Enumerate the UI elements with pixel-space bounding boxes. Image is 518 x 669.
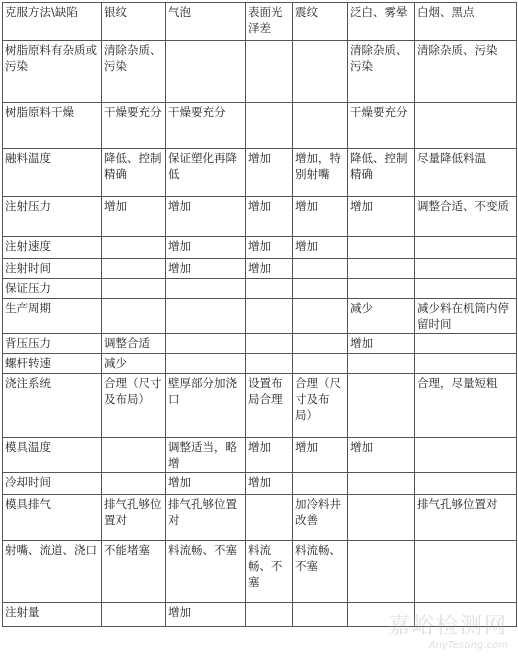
table-cell [293,41,348,103]
table-cell: 干燥要充分 [102,103,166,149]
table-cell: 螺杆转速 [3,354,102,374]
table-row [3,149,517,197]
table-cell [166,354,246,374]
table-cell: 降低、控制精确 [102,149,166,197]
table-cell: 增加 [166,197,246,237]
table-row [3,541,517,603]
table-cell: 清除杂质、污染 [102,41,166,103]
table-cell: 浇注系统 [3,374,102,438]
table-cell [246,299,293,334]
table-cell [348,259,415,279]
table-cell [293,103,348,149]
table-cell [102,438,166,473]
table-cell [102,299,166,334]
table-cell: 增加 [246,197,293,237]
table-row [3,299,517,334]
table-cell: 壁厚部分加浇口 [166,374,246,438]
table-row [3,438,517,473]
table-cell: 增加 [246,149,293,197]
table-cell: 降低、控制精确 [348,149,415,197]
table-cell [102,279,166,299]
watermark-cn: 嘉峪检测网 [387,614,508,639]
table-row [3,197,517,237]
table-cell: 尽量降低料温 [415,149,517,197]
table-cell [166,299,246,334]
table-cell [293,603,348,627]
watermark-en: AnyTesting.com [428,640,508,651]
table-cell: 调整适当，略增 [166,438,246,473]
table-cell: 合理，尽量短粗 [415,374,517,438]
table-cell [102,473,166,495]
table-cell [348,473,415,495]
table-cell [415,237,517,259]
table-cell [293,354,348,374]
table-cell [415,259,517,279]
table-cell: 干燥要充分 [166,103,246,149]
table-cell: 干燥要充分 [348,103,415,149]
watermark [388,609,508,651]
table-cell: 树脂原料有杂质或污染 [3,41,102,103]
table-row [3,473,517,495]
table-cell: 增加 [166,603,246,627]
table-cell [293,473,348,495]
table-cell: 增加 [293,197,348,237]
table-cell [415,438,517,473]
header-cell: 白烟、黑点 [415,3,517,41]
table-cell [246,354,293,374]
table-cell [415,473,517,495]
table-row [3,374,517,438]
table-cell: 保证塑化再降低 [166,149,246,197]
table-cell [293,299,348,334]
table-cell: 树脂原料干燥 [3,103,102,149]
table-row [3,237,517,259]
table-cell: 增加 [246,438,293,473]
table-cell [415,354,517,374]
header-cell: 震纹 [293,3,348,41]
table-cell: 减少 [102,354,166,374]
table-row [3,41,517,103]
table-cell: 增加 [166,259,246,279]
table-cell [166,279,246,299]
table-cell: 增加 [348,334,415,354]
header-cell: 气泡 [166,3,246,41]
table-cell: 增加 [348,197,415,237]
table-cell: 冷却时间 [3,473,102,495]
table-cell: 融料温度 [3,149,102,197]
table-cell [415,541,517,603]
table-cell: 增加 [246,259,293,279]
table-cell [348,495,415,541]
table-cell [246,103,293,149]
table-cell: 加冷料井改善 [293,495,348,541]
table-cell [293,279,348,299]
table-cell: 生产周期 [3,299,102,334]
table-cell [102,603,166,627]
table-cell: 增加 [166,473,246,495]
table-cell: 排气孔够位置对 [415,495,517,541]
table-row [3,103,517,149]
table-cell [102,237,166,259]
table-cell: 模具排气 [3,495,102,541]
table-cell: 料流畅、不塞 [293,541,348,603]
table-cell: 增加 [246,237,293,259]
table-cell [246,334,293,354]
header-cell: 表面光泽差 [246,3,293,41]
table-cell: 增加 [348,438,415,473]
header-cell: 泛白、雾晕 [348,3,415,41]
table-cell [102,259,166,279]
table-cell: 背压压力 [3,334,102,354]
table-cell: 注射量 [3,603,102,627]
header-row [3,3,517,41]
table-cell [415,279,517,299]
table-cell [293,259,348,279]
table-row [3,334,517,354]
table-cell [166,41,246,103]
table-row [3,354,517,374]
table-cell [348,354,415,374]
header-cell: 银纹 [102,3,166,41]
table-cell: 不能堵塞 [102,541,166,603]
table-cell: 清除杂质、污染 [348,41,415,103]
table-cell [415,334,517,354]
header-cell: 克服方法\缺陷 [3,3,102,41]
defect-remedy-table [2,2,517,627]
table-cell: 注射压力 [3,197,102,237]
table-cell: 增加 [293,237,348,259]
table-row [3,259,517,279]
table-cell: 排气孔够位置对 [102,495,166,541]
table-cell: 减少料在机筒内停留时间 [415,299,517,334]
table-cell: 调整合适 [102,334,166,354]
table-cell [348,374,415,438]
table-cell: 清除杂质、污染 [415,41,517,103]
table-cell: 合理（尺寸及布局） [293,374,348,438]
table-cell: 调整合适、不变质 [415,197,517,237]
table-cell [166,334,246,354]
table-cell: 模具温度 [3,438,102,473]
table-cell: 增加 [246,473,293,495]
table-cell: 注射时间 [3,259,102,279]
table-cell [246,495,293,541]
table-cell: 增加 [293,438,348,473]
table-cell [348,279,415,299]
table-cell [246,41,293,103]
table-cell [246,279,293,299]
table-cell: 料流畅、不塞 [166,541,246,603]
table-cell: 设置布局合理 [246,374,293,438]
table-cell: 合理（尺寸及布局） [102,374,166,438]
table-cell: 增加 [166,237,246,259]
table-cell: 保证压力 [3,279,102,299]
table-cell [246,603,293,627]
table-cell [415,103,517,149]
table-cell [348,541,415,603]
table-cell: 射嘴、流道、浇口 [3,541,102,603]
table-cell: 注射速度 [3,237,102,259]
table-cell [293,334,348,354]
table-cell: 排气孔够位置对 [166,495,246,541]
table-cell: 增加，特别射嘴 [293,149,348,197]
table-cell: 增加 [102,197,166,237]
table-row [3,279,517,299]
table-cell: 减少 [348,299,415,334]
table-cell [348,237,415,259]
table-row [3,495,517,541]
table-cell: 料流畅、不塞 [246,541,293,603]
